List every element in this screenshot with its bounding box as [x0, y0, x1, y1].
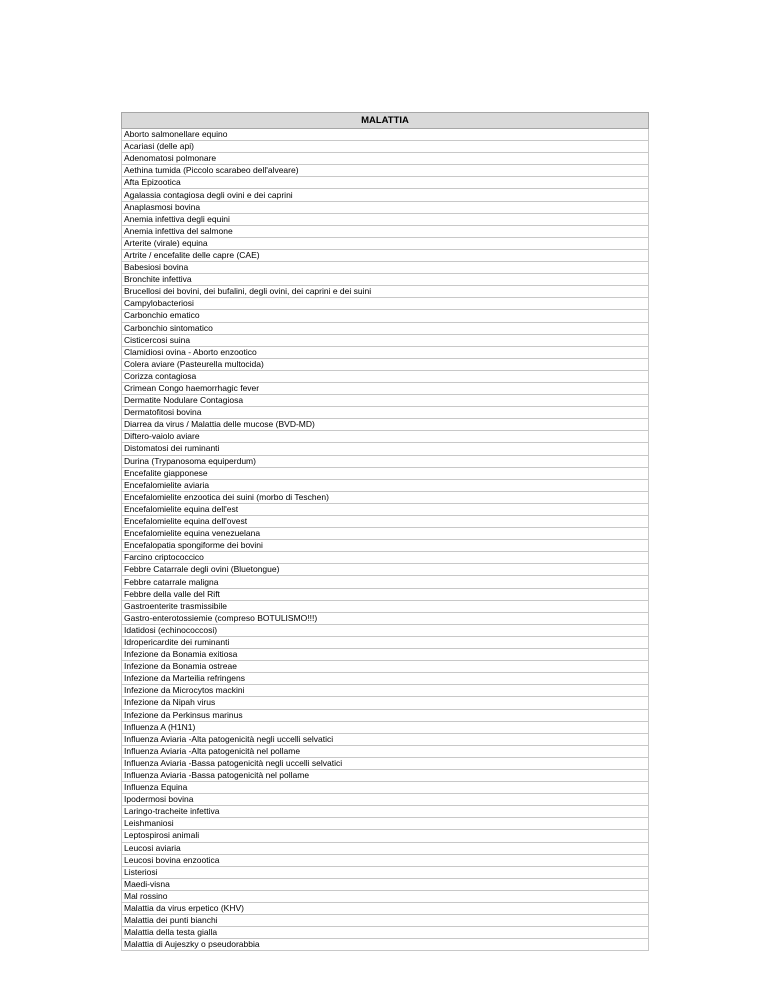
table-row [122, 407, 649, 419]
disease-cell: Infezione da Microcytos mackini [122, 685, 649, 697]
table-row [122, 854, 649, 866]
disease-cell: Anaplasmosi bovina [122, 201, 649, 213]
disease-cell: Acariasi (delle api) [122, 141, 649, 153]
disease-cell: Febbre catarrale maligna [122, 576, 649, 588]
table-row [122, 612, 649, 624]
table-row [122, 225, 649, 237]
table-row [122, 673, 649, 685]
table-row [122, 588, 649, 600]
disease-cell: Listeriosi [122, 866, 649, 878]
disease-cell: Febbre Catarrale degli ovini (Bluetongue) [122, 564, 649, 576]
table-row [122, 455, 649, 467]
disease-cell: Diftero-vaiolo aviare [122, 431, 649, 443]
disease-cell: Anemia infettiva del salmone [122, 225, 649, 237]
table-row [122, 794, 649, 806]
table-row [122, 782, 649, 794]
disease-cell: Clamidiosi ovina - Aborto enzootico [122, 346, 649, 358]
disease-cell: Idropericardite dei ruminanti [122, 636, 649, 648]
disease-cell: Diarrea da virus / Malattia delle mucose (BVD-MD) [122, 419, 649, 431]
disease-cell: Gastro-enterotossiemie (compreso BOTULISMO!!!) [122, 612, 649, 624]
disease-cell: Agalassia contagiosa degli ovini e dei caprini [122, 189, 649, 201]
disease-cell: Aborto salmonellare equino [122, 129, 649, 141]
disease-cell: Gastroenterite trasmissibile [122, 600, 649, 612]
table-row [122, 552, 649, 564]
disease-cell: Infezione da Perkinsus marinus [122, 709, 649, 721]
table-row [122, 189, 649, 201]
table-row [122, 516, 649, 528]
table-row [122, 358, 649, 370]
disease-cell: Crimean Congo haemorrhagic fever [122, 382, 649, 394]
disease-cell: Encefalomielite equina dell'ovest [122, 516, 649, 528]
disease-cell: Leishmaniosi [122, 818, 649, 830]
table-row [122, 806, 649, 818]
table-row [122, 274, 649, 286]
table-row [122, 528, 649, 540]
table-header-row [122, 113, 649, 129]
disease-cell: Influenza Aviaria -Bassa patogenicità nel pollame [122, 769, 649, 781]
disease-cell: Corizza contagiosa [122, 370, 649, 382]
table-row [122, 310, 649, 322]
disease-cell: Babesiosi bovina [122, 262, 649, 274]
table-row [122, 201, 649, 213]
disease-cell: Bronchite infettiva [122, 274, 649, 286]
table-row [122, 382, 649, 394]
disease-cell: Campylobacteriosi [122, 298, 649, 310]
table-row [122, 830, 649, 842]
table-row [122, 165, 649, 177]
disease-cell: Artrite / encefalite delle capre (CAE) [122, 249, 649, 261]
disease-cell: Influenza Aviaria -Alta patogenicità nel pollame [122, 745, 649, 757]
disease-cell: Carbonchio sintomatico [122, 322, 649, 334]
disease-cell: Influenza A (H1N1) [122, 721, 649, 733]
table-row [122, 818, 649, 830]
table-row [122, 649, 649, 661]
table-row [122, 177, 649, 189]
disease-cell: Encefalomielite equina venezuelana [122, 528, 649, 540]
disease-cell: Anemia infettiva degli equini [122, 213, 649, 225]
disease-cell: Encefalomielite enzootica dei suini (morbo di Teschen) [122, 491, 649, 503]
disease-cell: Malattia da virus erpetico (KHV) [122, 903, 649, 915]
table-row [122, 286, 649, 298]
disease-cell: Leucosi aviaria [122, 842, 649, 854]
table-row [122, 479, 649, 491]
table-row [122, 624, 649, 636]
disease-cell: Malattia della testa gialla [122, 927, 649, 939]
table-row [122, 757, 649, 769]
table-row [122, 431, 649, 443]
table-row [122, 298, 649, 310]
table-row [122, 709, 649, 721]
table-row [122, 237, 649, 249]
disease-cell: Arterite (virale) equina [122, 237, 649, 249]
table-row [122, 419, 649, 431]
table-row [122, 576, 649, 588]
disease-cell: Brucellosi dei bovini, dei bufalini, degli ovini, dei caprini e dei suini [122, 286, 649, 298]
table-row [122, 395, 649, 407]
table-row [122, 915, 649, 927]
table-row [122, 842, 649, 854]
table-row [122, 141, 649, 153]
disease-cell: Infezione da Bonamia ostreae [122, 661, 649, 673]
table-row [122, 890, 649, 902]
disease-cell: Durina (Trypanosoma equiperdum) [122, 455, 649, 467]
table-row [122, 697, 649, 709]
disease-cell: Idatidosi (echinococcosi) [122, 624, 649, 636]
disease-cell: Dermatite Nodulare Contagiosa [122, 395, 649, 407]
table-row [122, 213, 649, 225]
disease-cell: Infezione da Bonamia exitiosa [122, 649, 649, 661]
table-row [122, 370, 649, 382]
disease-cell: Encefalite giapponese [122, 467, 649, 479]
table-row [122, 939, 649, 951]
table-row [122, 346, 649, 358]
table-row [122, 129, 649, 141]
table-row [122, 153, 649, 165]
table-row [122, 491, 649, 503]
table-row [122, 661, 649, 673]
disease-cell: Maedi-visna [122, 878, 649, 890]
table-row [122, 685, 649, 697]
disease-cell: Influenza Aviaria -Alta patogenicità negli uccelli selvatici [122, 733, 649, 745]
disease-cell: Influenza Aviaria -Bassa patogenicità negli uccelli selvatici [122, 757, 649, 769]
table-row [122, 249, 649, 261]
disease-cell: Infezione da Marteilia refringens [122, 673, 649, 685]
disease-cell: Mal rossino [122, 890, 649, 902]
disease-cell: Adenomatosi polmonare [122, 153, 649, 165]
column-header-malattia: MALATTIA [122, 113, 649, 129]
table-body [122, 129, 649, 951]
disease-cell: Cisticercosi suina [122, 334, 649, 346]
disease-cell: Carbonchio ematico [122, 310, 649, 322]
table-row [122, 467, 649, 479]
table-row [122, 636, 649, 648]
table-row [122, 866, 649, 878]
disease-cell: Malattia dei punti bianchi [122, 915, 649, 927]
disease-cell: Distomatosi dei ruminanti [122, 443, 649, 455]
table-row [122, 721, 649, 733]
disease-cell: Dermatofitosi bovina [122, 407, 649, 419]
disease-cell: Farcino criptococcico [122, 552, 649, 564]
disease-cell: Ipodermosi bovina [122, 794, 649, 806]
disease-cell: Infezione da Nipah virus [122, 697, 649, 709]
disease-cell: Febbre della valle del Rift [122, 588, 649, 600]
disease-cell: Malattia di Aujeszky o pseudorabbia [122, 939, 649, 951]
table-row [122, 733, 649, 745]
disease-cell: Aethina tumida (Piccolo scarabeo dell'alveare) [122, 165, 649, 177]
table-row [122, 443, 649, 455]
disease-cell: Laringo-tracheite infettiva [122, 806, 649, 818]
table-row [122, 769, 649, 781]
disease-cell: Colera aviare (Pasteurella multocida) [122, 358, 649, 370]
disease-cell: Afta Epizootica [122, 177, 649, 189]
disease-cell: Leptospirosi animali [122, 830, 649, 842]
table-row [122, 745, 649, 757]
disease-cell: Leucosi bovina enzootica [122, 854, 649, 866]
table-row [122, 503, 649, 515]
table-row [122, 903, 649, 915]
table-row [122, 600, 649, 612]
table-row [122, 262, 649, 274]
table-row [122, 540, 649, 552]
disease-cell: Encefalomielite equina dell'est [122, 503, 649, 515]
table-row [122, 322, 649, 334]
disease-cell: Encefalopatia spongiforme dei bovini [122, 540, 649, 552]
table-row [122, 564, 649, 576]
disease-cell: Encefalomielite aviaria [122, 479, 649, 491]
table-row [122, 878, 649, 890]
table-row [122, 334, 649, 346]
disease-table [121, 112, 649, 951]
disease-cell: Influenza Equina [122, 782, 649, 794]
table-row [122, 927, 649, 939]
